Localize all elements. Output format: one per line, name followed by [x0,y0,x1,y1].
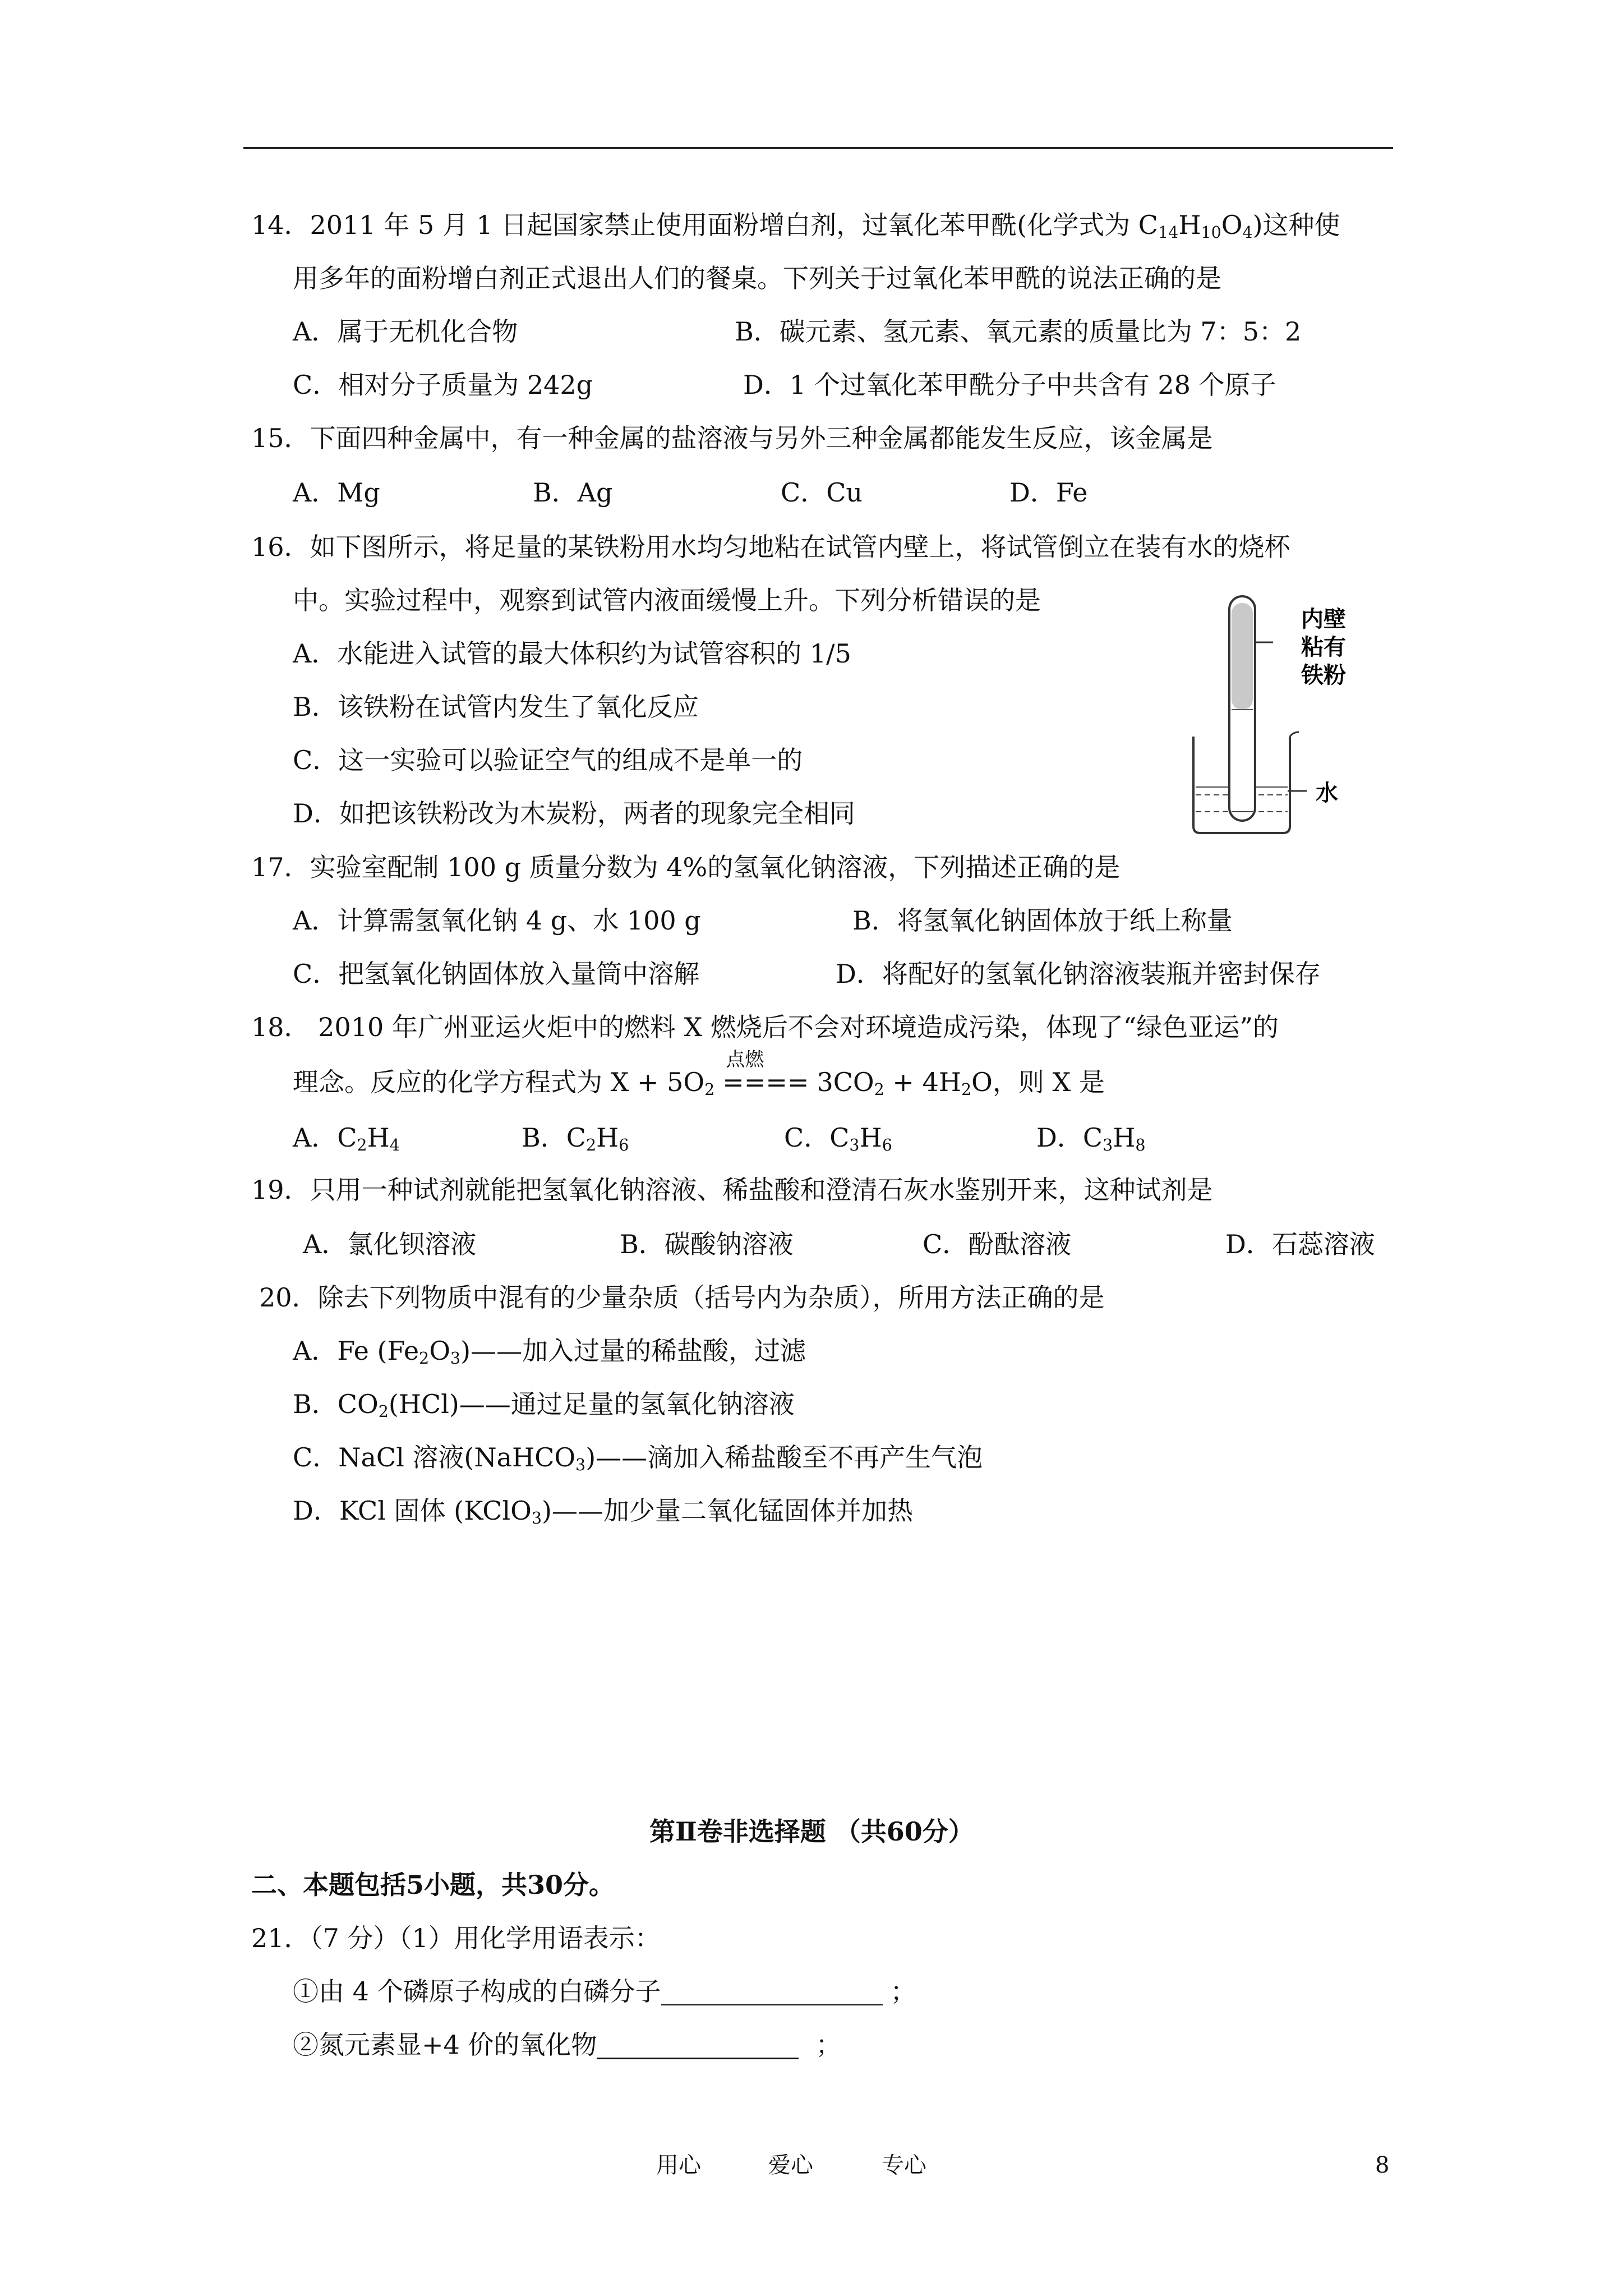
figure-label-wall-2: 粘有 [1301,634,1346,660]
section-heading: 二、本题包括5小题，共30分。 [251,1870,615,1900]
q14-option-c: C．相对分子质量为 242g [293,370,593,400]
q17-option-b: B．将氢氧化钠固体放于纸上称量 [852,905,1233,936]
q18-option-b: B．$C_2H_6$ [522,1122,629,1155]
q16-option-a: A．水能进入试管的最大体积约为试管容积的 1/5 [293,638,851,669]
q14-option-a: A．属于无机化合物 [293,316,518,347]
figure-label-wall-3: 铁粉 [1301,662,1346,688]
q14-option-b: B．碳元素、氢元素、氧元素的质量比为 7：5：2 [735,316,1302,347]
q16-option-b: B．该铁粉在试管内发生了氧化反应 [293,692,699,722]
q15-option-d: D．Fe [1009,477,1088,508]
q19-option-b: B．碳酸钠溶液 [620,1229,794,1259]
q21-item2: ②氮元素显+4 价的氧化物 ； [293,2030,842,2060]
q19-option-a: A．氯化钡溶液 [303,1229,477,1259]
q17-stem: 17．实验室配制 100 g 质量分数为 4%的氢氧化钠溶液，下列描述正确的是 [251,852,1121,882]
footer-motto-2: 爱心 [768,2152,813,2178]
answer-blank-1[interactable] [661,1978,883,2005]
header-rule [243,147,1393,149]
footer-motto-1: 用心 [656,2152,701,2178]
test-tube-beaker-diagram [1189,592,1408,839]
q20-option-b: B．$CO_2(HCl)——$通过足量的氢氧化钠溶液 [293,1389,795,1421]
figure-label-water: 水 [1316,780,1338,806]
page-number: 8 [1375,2152,1390,2178]
q15-option-b: B．Ag [533,477,613,508]
q14-stem-line1: 14．2011 年 5 月 1 日起国家禁止使用面粉增白剂，过氧化苯甲酰(化学式为 $C_{14}H_{10}O_4$)这种使 [251,210,1340,242]
q18-stem-line2: 理念。反应的化学方程式为 $X + 5O_2$ 点燃 ==== $3CO_2 + 4H_2O$，则 X 是 [293,1048,1105,1099]
q20-option-d: D．KCl 固体 (KClO$_3$)——加少量二氧化锰固体并加热 [293,1496,913,1528]
q15-option-c: C．Cu [781,477,863,508]
q17-option-d: D．将配好的氢氧化钠溶液装瓶并密封保存 [836,959,1321,989]
test-tube-beaker-figure [1189,592,1408,839]
q21-item1: ①由 4 个磷原子构成的白磷分子 ； [293,1976,916,2007]
q15-stem: 15．下面四种金属中，有一种金属的盐溶液与另外三种金属都能发生反应，该金属是 [251,423,1213,453]
q14-option-d: D．1 个过氧化苯甲酰分子中共含有 28 个原子 [743,370,1276,400]
q19-option-c: C．酚酞溶液 [923,1229,1072,1259]
equation-equals: ==== [722,1067,809,1097]
q16-stem-line1: 16．如下图所示，将足量的某铁粉用水均匀地粘在试管内壁上，将试管倒立在装有水的烧杯 [251,532,1290,562]
part2-title: 第Ⅱ卷非选择题 （共60分） [649,1816,974,1847]
q20-stem: 20．除去下列物质中混有的少量杂质（括号内为杂质），所用方法正确的是 [259,1282,1105,1313]
q16-option-c: C．这一实验可以验证空气的组成不是单一的 [293,745,803,775]
q16-option-d: D．如把该铁粉改为木炭粉，两者的现象完全相同 [293,798,855,829]
q18-stem-line1: 18． 2010 年广州亚运火炬中的燃料 X 燃烧后不会对环境造成污染，体现了“绿色亚运”的 [251,1012,1279,1042]
q15-option-a: A．Mg [293,477,380,508]
q21-stem: 21．（7 分）（1）用化学用语表示： [251,1923,661,1953]
q20-option-c: C．NaCl 溶液(NaHCO$_3$)——滴加入稀盐酸至不再产生气泡 [293,1442,983,1475]
q18-option-d: D．$C_3H_8$ [1036,1122,1146,1155]
q18-option-a: A．$C_2H_4$ [293,1122,400,1155]
q14-stem-line2: 用多年的面粉增白剂正式退出人们的餐桌。下列关于过氧化苯甲酰的说法正确的是 [293,263,1221,293]
q19-option-d: D．石蕊溶液 [1225,1229,1375,1259]
figure-label-wall-1: 内壁 [1301,606,1346,632]
q18-option-c: C．$C_3H_6$ [784,1122,892,1155]
answer-blank-2[interactable] [597,2032,799,2059]
footer-motto-3: 专心 [882,2152,926,2178]
q19-stem: 19．只用一种试剂就能把氢氧化钠溶液、稀盐酸和澄清石灰水鉴别开来，这种试剂是 [251,1175,1213,1205]
q20-option-a: A．Fe $(Fe_2O_3)——$加入过量的稀盐酸，过滤 [293,1336,806,1368]
q17-option-a: A．计算需氢氧化钠 4 g、水 100 g [293,905,701,936]
combustion-condition: 点燃 [726,1048,764,1071]
q16-stem-line2: 中。实验过程中，观察到试管内液面缓慢上升。下列分析错误的是 [293,585,1041,615]
q17-option-c: C．把氢氧化钠固体放入量筒中溶解 [293,959,700,989]
